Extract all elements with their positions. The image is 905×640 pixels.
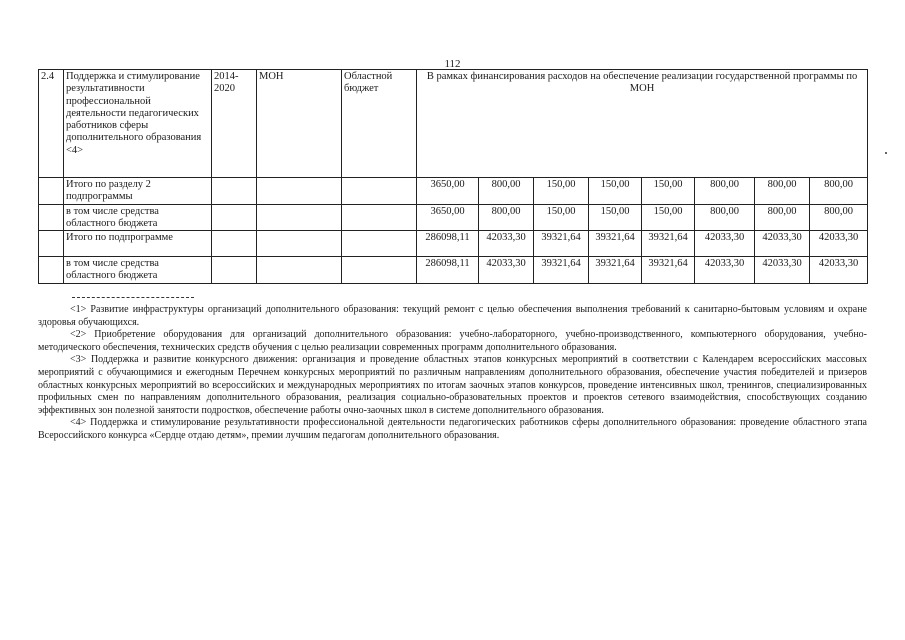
value-cell: 42033,30 [755,231,810,257]
value-cell: 800,00 [479,204,534,231]
value-cell: 39321,64 [642,231,695,257]
footnote-4: <4> Поддержка и стимулирование результативности профессиональной деятельности педагогических работников сферы дополнительного образования: проведение областного этапа Всероссийского конкурса «Сердце отдаю детям», премии лучшим педагогам дополнительного образования. [38,417,867,441]
footnote-3: <3> Поддержка и развитие конкурсного движения: организация и проведение областных этапов конкурсных мероприятий в соответствии с Календарем всероссийских массовых мероприятий с обучающимися и ежегодным Перечнем конкурсных мероприятий по различным направлениям дополнительного образования, обеспечение участия победителей и призеров областных конкурсных мероприятий во всероссийских и международных мероприятиях по итогам заочных этапов конкурсов, проведение интенсивных школ, тренингов, специализированных профильных смен по направлениям дополнительного образования, реализация социально-образовательных проектов и проектов сетевого взаимодействия, способствующих созданию эффективных зон полезной занятости подростков, обеспечение работы очно-заочных школ в системе дополнительного образования. [38,354,867,416]
value-cell: 39321,64 [642,257,695,284]
value-cell: 150,00 [589,178,642,205]
table-row [39,257,868,284]
scan-speck [885,152,887,154]
row-label: в том числе средства областного бюджета [64,257,212,284]
value-cell: 42033,30 [755,257,810,284]
value-cell: 39321,64 [534,231,589,257]
value-cell: 3650,00 [417,204,479,231]
value-cell: 42033,30 [810,257,868,284]
value-cell: 39321,64 [534,257,589,284]
value-cell: 286098,11 [417,257,479,284]
value-cell: 800,00 [695,204,755,231]
value-cell: 39321,64 [589,257,642,284]
value-cell: 800,00 [755,204,810,231]
cell-index: 2.4 [39,70,64,178]
value-cell: 42033,30 [695,231,755,257]
cell-financing-note: В рамках финансирования расходов на обеспечение реализации государственной программы по МОН [417,70,868,178]
cell-measure-name: Поддержка и стимулирование результативности профессиональной деятельности педагогических работников сферы дополнительного образования <4> [64,70,212,178]
footnotes [38,297,867,443]
value-cell: 3650,00 [417,178,479,205]
value-cell: 150,00 [534,178,589,205]
value-cell: 286098,11 [417,231,479,257]
footnote-1: <1> Развитие инфраструктуры организаций дополнительного образования: текущий ремонт с целью обеспечения выполнения требований к санитарно-бытовым условиям и охране здоровья обучающихся. [38,304,867,328]
row-label: Итого по подпрограмме [64,231,212,257]
value-cell: 800,00 [810,178,868,205]
value-cell: 39321,64 [589,231,642,257]
value-cell: 42033,30 [810,231,868,257]
value-cell: 800,00 [695,178,755,205]
value-cell: 42033,30 [695,257,755,284]
footnote-2: <2> Приобретение оборудования для организаций дополнительного образования: учебно-лабораторного, учебно-производственного, компьютерного оборудования, учебно-методического обеспечения, технических средств обучения с целью реализации современных программ дополнительного образования. [38,329,867,353]
page-number: 112 [444,58,461,70]
cell-period: 2014-2020 [212,70,257,178]
value-cell: 800,00 [479,178,534,205]
table-row-2-4 [39,70,868,178]
cell-source: Областной бюджет [342,70,417,178]
value-cell: 42033,30 [479,257,534,284]
value-cell: 42033,30 [479,231,534,257]
table-row [39,204,868,231]
cell-executor: МОН [257,70,342,178]
footnote-separator [72,297,194,298]
value-cell: 150,00 [642,204,695,231]
value-cell: 150,00 [589,204,642,231]
value-cell: 150,00 [642,178,695,205]
value-cell: 800,00 [755,178,810,205]
table-row [39,178,868,205]
value-cell: 150,00 [534,204,589,231]
value-cell: 800,00 [810,204,868,231]
table-row [39,231,868,257]
financing-table [38,69,868,284]
row-label: в том числе средства областного бюджета [64,204,212,231]
row-label: Итого по разделу 2 подпрограммы [64,178,212,205]
